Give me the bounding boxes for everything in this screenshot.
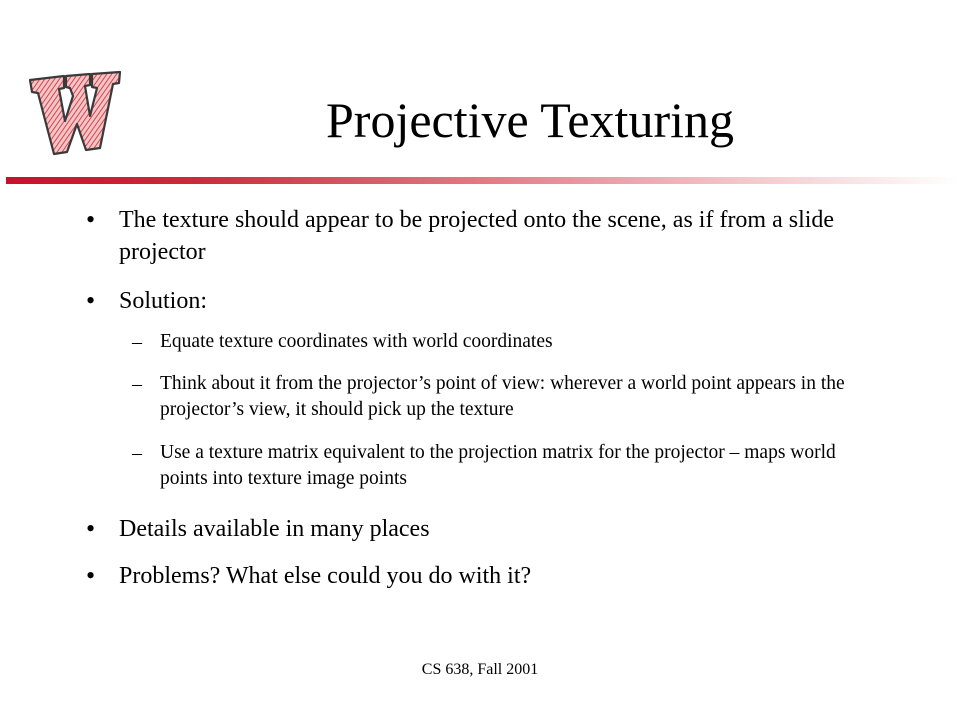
bullet-text: The texture should appear to be projected onto the scene, as if from a slide projector — [119, 207, 835, 265]
slide-footer: CS 638, Fall 2001 — [421, 661, 539, 678]
dash-marker: – — [132, 373, 142, 395]
sub-bullet-text: Use a texture matrix equivalent to the projection matrix for the projector – maps world points into texture image points — [160, 442, 836, 489]
dash-marker: – — [132, 331, 142, 353]
title-divider — [6, 177, 960, 184]
bullet-text: Details available in many places — [119, 516, 430, 542]
bullet-marker: • — [86, 514, 96, 543]
dash-marker: – — [132, 442, 142, 464]
bullet-text: Solution: — [119, 288, 208, 314]
sub-bullet-text: Equate texture coordinates with world coordinates — [160, 331, 553, 352]
bullet-text: Problems? What else could you do with it? — [119, 563, 532, 589]
sub-bullet-text: Think about it from the projector’s point of view: wherever a world point appears in the projector’s view, it should pick up the texture — [160, 373, 845, 420]
slide-title: Projective Texturing — [326, 92, 734, 148]
bullet-marker: • — [86, 561, 96, 590]
bullet-marker: • — [86, 286, 96, 315]
wisconsin-w-logo-icon — [24, 66, 124, 166]
bullet-marker: • — [86, 205, 96, 234]
